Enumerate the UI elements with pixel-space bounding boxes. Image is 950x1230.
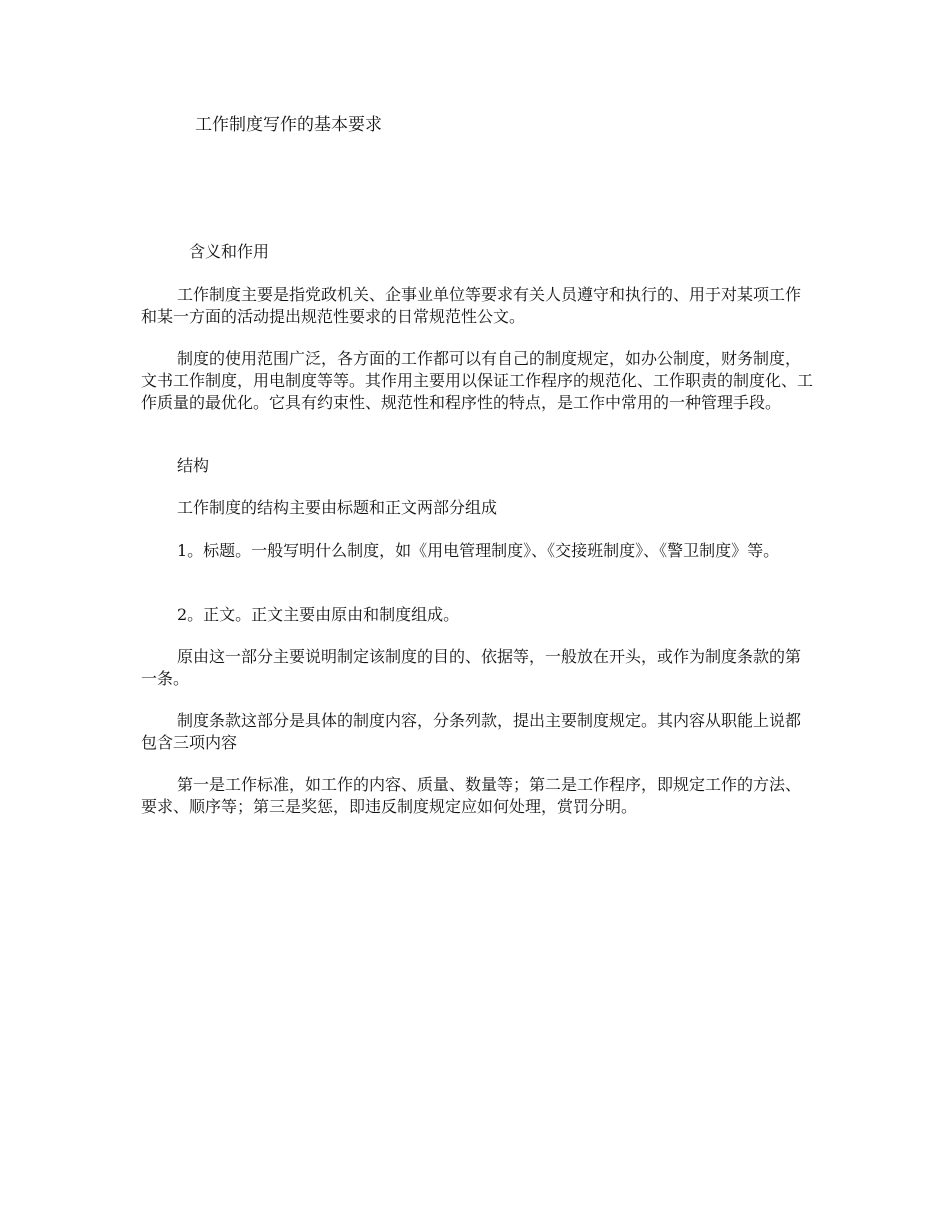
- paragraph-contents: 第一是工作标准，如工作的内容、质量、数量等；第二是工作程序，即规定工作的方法、要求、顺序等；第三是奖惩，即违反制度规定应如何处理，赏罚分明。: [141, 775, 802, 816]
- paragraph-item-title: 1。标题。一般写明什么制度，如《用电管理制度》、《交接班制度》、《警卫制度》等。: [177, 541, 780, 560]
- section-heading-meaning: 含义和作用: [189, 242, 270, 261]
- paragraph-structure-intro: 工作制度的结构主要由标题和正文两部分组成: [177, 498, 498, 517]
- paragraph-item-body: 2。正文。正文主要由原由和制度组成。: [177, 605, 460, 624]
- section-heading-structure: 结构: [177, 456, 210, 475]
- paragraph-clauses: 制度条款这部分是具体的制度内容，分条列款，提出主要制度规定。其内容从职能上说都包含三项内容: [141, 711, 802, 752]
- document-title: 工作制度写作的基本要求: [195, 115, 382, 135]
- paragraph-reason: 原由这一部分主要说明制定该制度的目的、依据等，一般放在开头，或作为制度条款的第一条。: [141, 647, 802, 688]
- paragraph-scope: 制度的使用范围广泛，各方面的工作都可以有自己的制度规定，如办公制度，财务制度，文书工作制度，用电制度等等。其作用主要用以保证工作程序的规范化、工作职责的制度化、工作质量的最优化。它具有约束性、规范性和程序性的特点，是工作中常用的一种管理手段。: [141, 349, 814, 412]
- paragraph-definition: 工作制度主要是指党政机关、企事业单位等要求有关人员遵守和执行的、用于对某项工作和某一方面的活动提出规范性要求的日常规范性公文。: [141, 285, 802, 326]
